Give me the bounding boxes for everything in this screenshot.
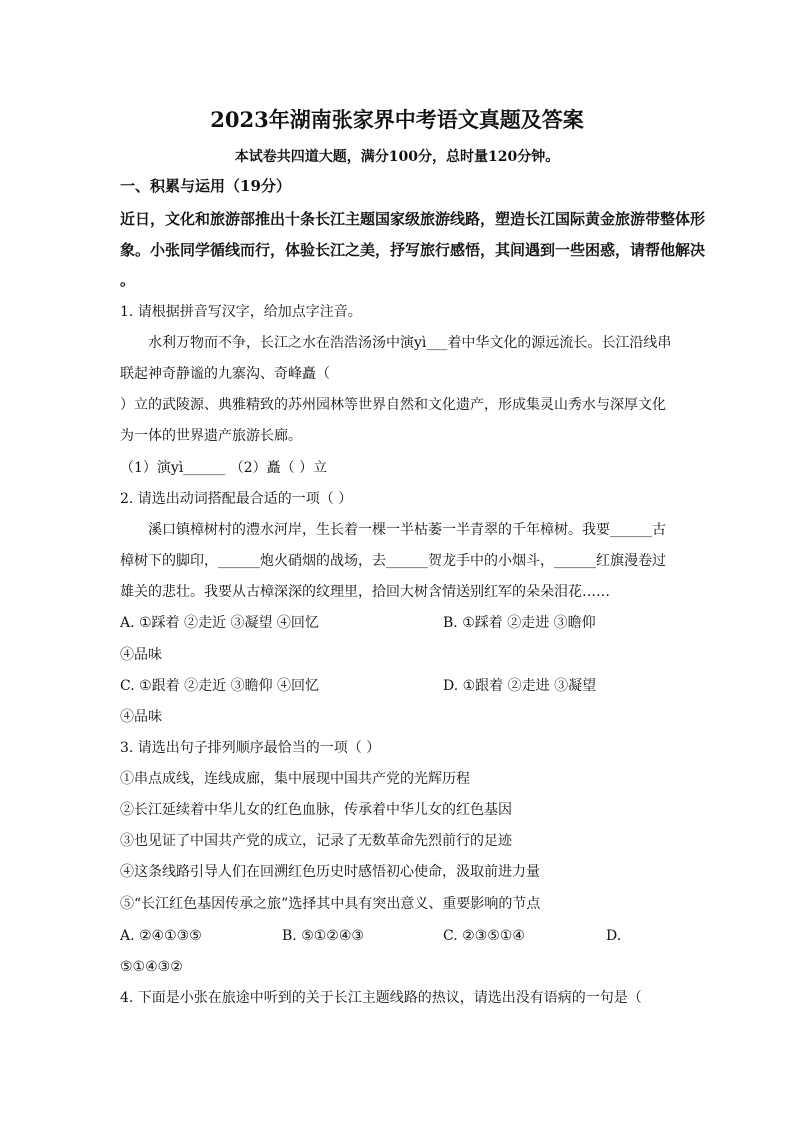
- sentence-item: ③也见证了中国共产党的成立，记录了无数革命先烈前行的足迹: [120, 833, 512, 849]
- passage-line: 联起神奇静谧的九寨沟、奇峰矗（: [120, 366, 330, 382]
- passage-line: 水利万物而不争，长江之水在浩浩汤汤中演yì___着中华文化的源远流长。长江沿线串: [148, 335, 672, 351]
- passage-line: 雄关的悲壮。我要从古樟深深的纹理里，拾回大树含情送别红军的朵朵泪花……: [120, 584, 610, 600]
- sentence-item: ①串点成线，连线成廊，集中展现中国共产党的光辉历程: [120, 771, 470, 787]
- option-a: A. ②④①③⑤: [120, 928, 202, 944]
- intro-line: 象。小张同学循线而行，体验长江之美，抒写旅行感悟，其间遇到一些困惑，请帮他解决: [120, 241, 706, 259]
- question-stem: 1. 请根据拼音写汉字，给加点字注音。: [120, 304, 362, 320]
- section-heading: 一、积累与运用（19分）: [120, 177, 291, 195]
- option-d-cont: ④品味: [120, 709, 162, 725]
- page-subtitle: 本试卷共四道大题，满分100分，总时量120分钟。: [234, 149, 560, 165]
- option-c: C. ②③⑤①④: [443, 928, 525, 944]
- option-b: B. ①踩着 ②走进 ③瞻仰: [443, 615, 596, 631]
- answer-line: （1）演yì______ （2）矗（ ）立: [120, 460, 328, 476]
- intro-line: 近日，文化和旅游部推出十条长江主题国家级旅游线路，塑造长江国际黄金旅游带整体形: [120, 210, 706, 228]
- sentence-item: ④这条线路引导人们在回溯红色历史时感悟初心使命，汲取前进力量: [120, 864, 540, 880]
- question-stem: 3. 请选出句子排列顺序最恰当的一项（ ）: [120, 740, 381, 756]
- option-b-cont: ④品味: [120, 647, 162, 663]
- passage-line: ）立的武陵源、典雅精致的苏州园林等世界自然和文化遗产，形成集灵山秀水与深厚文化: [120, 397, 666, 413]
- option-d-cont: ⑤①④③②: [120, 959, 183, 975]
- passage-line: 为一体的世界遗产旅游长廊。: [120, 428, 302, 444]
- intro-line: 。: [120, 271, 136, 289]
- option-a: A. ①踩着 ②走近 ③凝望 ④回忆: [120, 615, 319, 631]
- option-d: D.: [606, 928, 622, 944]
- passage-line: 樟树下的脚印，______炮火硝烟的战场，去______贺龙手中的小烟斗，______红旗漫卷过: [120, 553, 666, 569]
- option-d: D. ①跟着 ②走进 ③凝望: [443, 678, 597, 694]
- question-stem: 4. 下面是小张在旅途中听到的关于长江主题线路的热议，请选出没有语病的一句是（: [120, 990, 642, 1006]
- sentence-item: ②长江延续着中华儿女的红色血脉，传承着中华儿女的红色基因: [120, 802, 512, 818]
- sentence-item: ⑤“长江红色基因传承之旅”选择其中具有突出意义、重要影响的节点: [120, 896, 541, 912]
- passage-line: 溪口镇樟树村的澧水河岸，生长着一棵一半枯萎一半青翠的千年樟树。我要______古: [148, 522, 666, 538]
- question-stem: 2. 请选出动词搭配最合适的一项（ ）: [120, 491, 353, 507]
- option-c: C. ①跟着 ②走近 ③瞻仰 ④回忆: [120, 678, 320, 694]
- page-title: 2023年湖南张家界中考语文真题及答案: [210, 107, 584, 132]
- option-b: B. ⑤①②④③: [282, 928, 364, 944]
